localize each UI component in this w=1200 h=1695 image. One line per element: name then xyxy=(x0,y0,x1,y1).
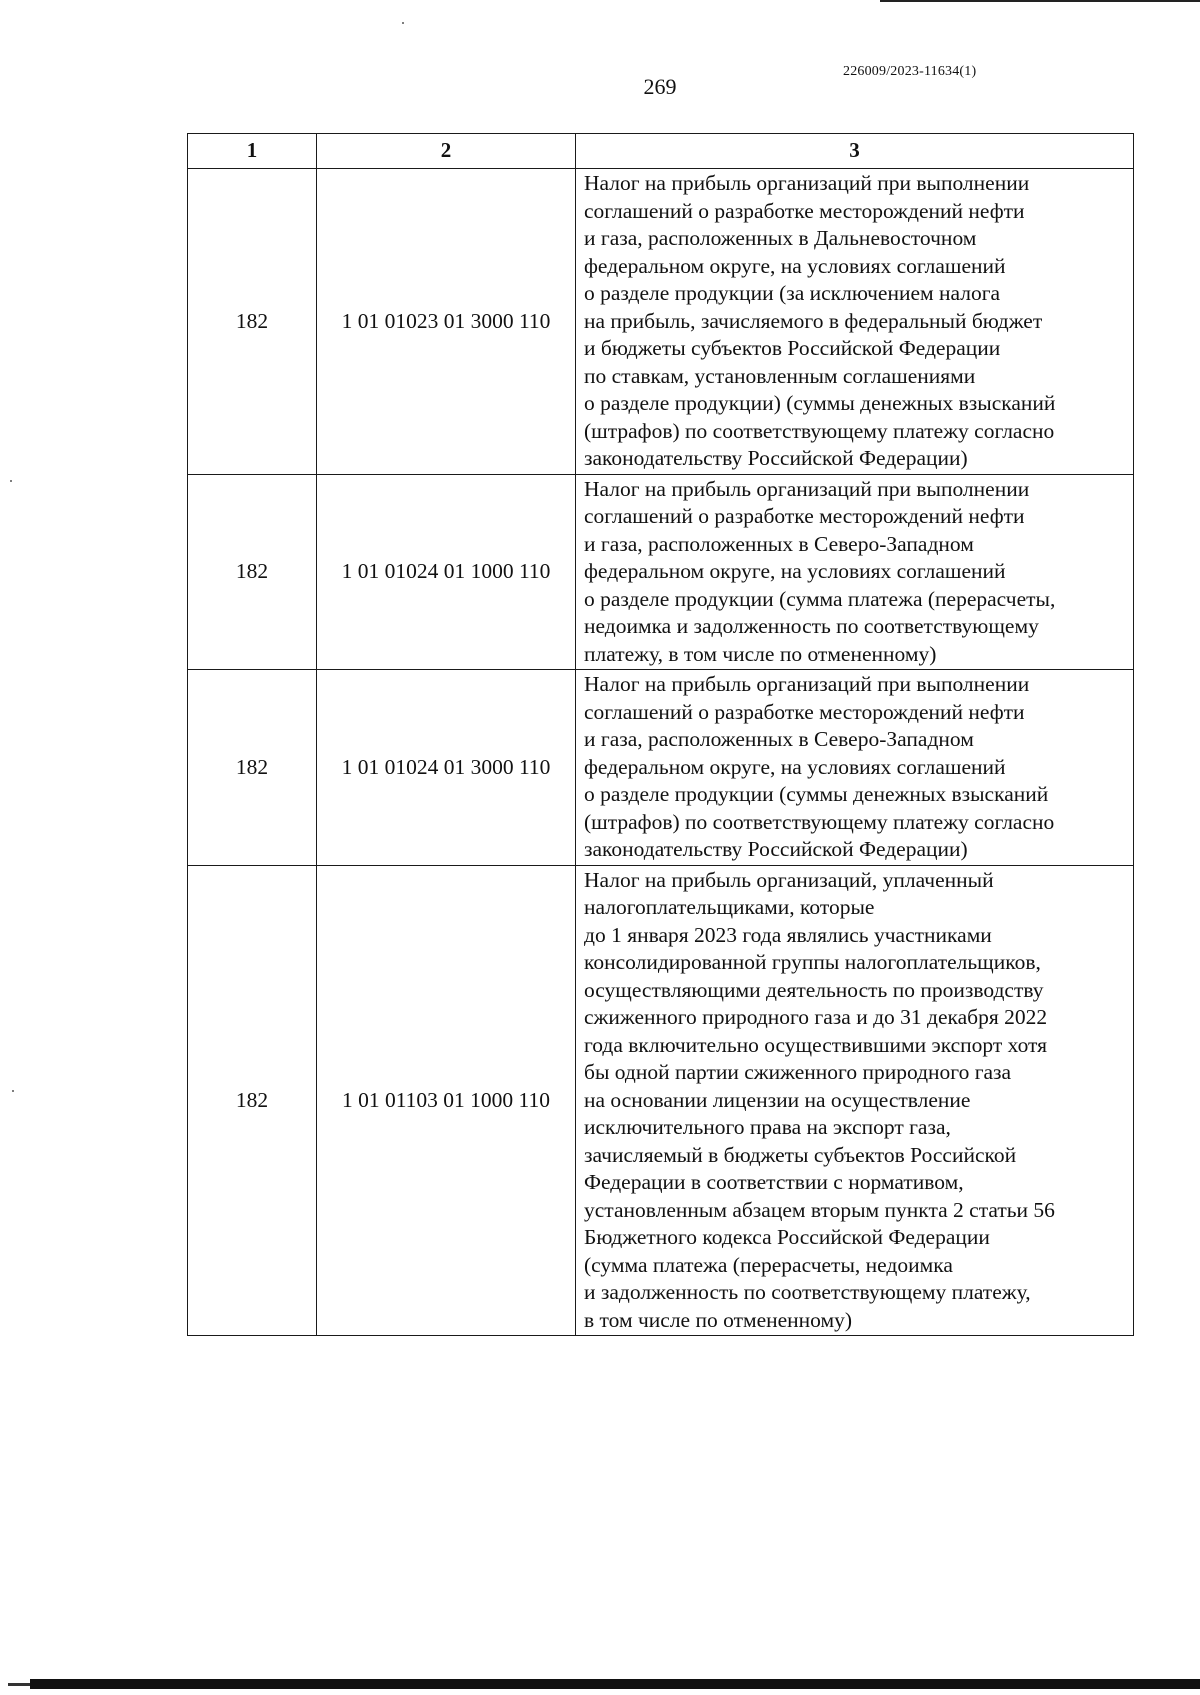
scan-speck xyxy=(10,480,12,482)
budget-classification-table xyxy=(187,133,1134,1336)
table-row xyxy=(188,865,1134,1336)
document-registration-number: 226009/2023-11634(1) xyxy=(843,64,977,79)
scan-edge-line xyxy=(880,0,1200,2)
table-row xyxy=(188,169,1134,475)
kbk-code-cell: 1 01 01024 01 1000 110 xyxy=(317,474,576,670)
table-header-row xyxy=(188,134,1134,169)
scan-bottom-bar xyxy=(30,1679,1200,1689)
column-header-1: 1 xyxy=(188,134,317,169)
column-header-2: 2 xyxy=(317,134,576,169)
admin-code-cell: 182 xyxy=(188,474,317,670)
table-row xyxy=(188,670,1134,866)
page-number: 269 xyxy=(643,74,677,99)
column-header-3: 3 xyxy=(576,134,1134,169)
kbk-code-cell: 1 01 01023 01 3000 110 xyxy=(317,169,576,475)
admin-code-cell: 182 xyxy=(188,169,317,475)
description-cell: Налог на прибыль организаций при выполнении соглашений о разработке месторождений нефти и газа, расположенных в Северо-Западном федеральном округе, на условиях соглашений о разделе продукции (суммы денежных взысканий (штрафов) по соответствующему платежу согласно законодательству Российской Федерации) xyxy=(576,670,1134,866)
admin-code-cell: 182 xyxy=(188,865,317,1336)
table-row xyxy=(188,474,1134,670)
kbk-code-cell: 1 01 01024 01 3000 110 xyxy=(317,670,576,866)
scan-speck xyxy=(12,1090,14,1092)
description-cell: Налог на прибыль организаций при выполнении соглашений о разработке месторождений нефти и газа, расположенных в Северо-Западном федеральном округе, на условиях соглашений о разделе продукции (сумма платежа (перерасчеты, недоимка и задолженность по соответствующему платежу, в том числе по отмененному) xyxy=(576,474,1134,670)
scan-speck xyxy=(402,22,404,24)
description-cell: Налог на прибыль организаций при выполнении соглашений о разработке месторождений нефти и газа, расположенных в Дальневосточном федеральном округе, на условиях соглашений о разделе продукции (за исключением налога на прибыль, зачисляемого в федеральный бюджет и бюджеты субъектов Российской Федерации по ставкам, установленным соглашениями о разделе продукции) (суммы денежных взысканий (штрафов) по соответствующему платежу согласно законодательству Российской Федерации) xyxy=(576,169,1134,475)
description-cell: Налог на прибыль организаций, уплаченный налогоплательщиками, которые до 1 января 2023 года являлись участниками консолидированной группы налогоплательщиков, осуществляющими деятельность по производству сжиженного природного газа и до 31 декабря 2022 года включительно осуществившими экспорт хотя бы одной партии сжиженного природного газа на основании лицензии на осуществление исключительного права на экспорт газа, зачисляемый в бюджеты субъектов Российской Федерации в соответствии с нормативом, установленным абзацем вторым пункта 2 статьи 56 Бюджетного кодекса Российской Федерации (сумма платежа (перерасчеты, недоимка и задолженность по соответствующему платежу, в том числе по отмененному) xyxy=(576,865,1134,1336)
kbk-code-cell: 1 01 01103 01 1000 110 xyxy=(317,865,576,1336)
admin-code-cell: 182 xyxy=(188,670,317,866)
